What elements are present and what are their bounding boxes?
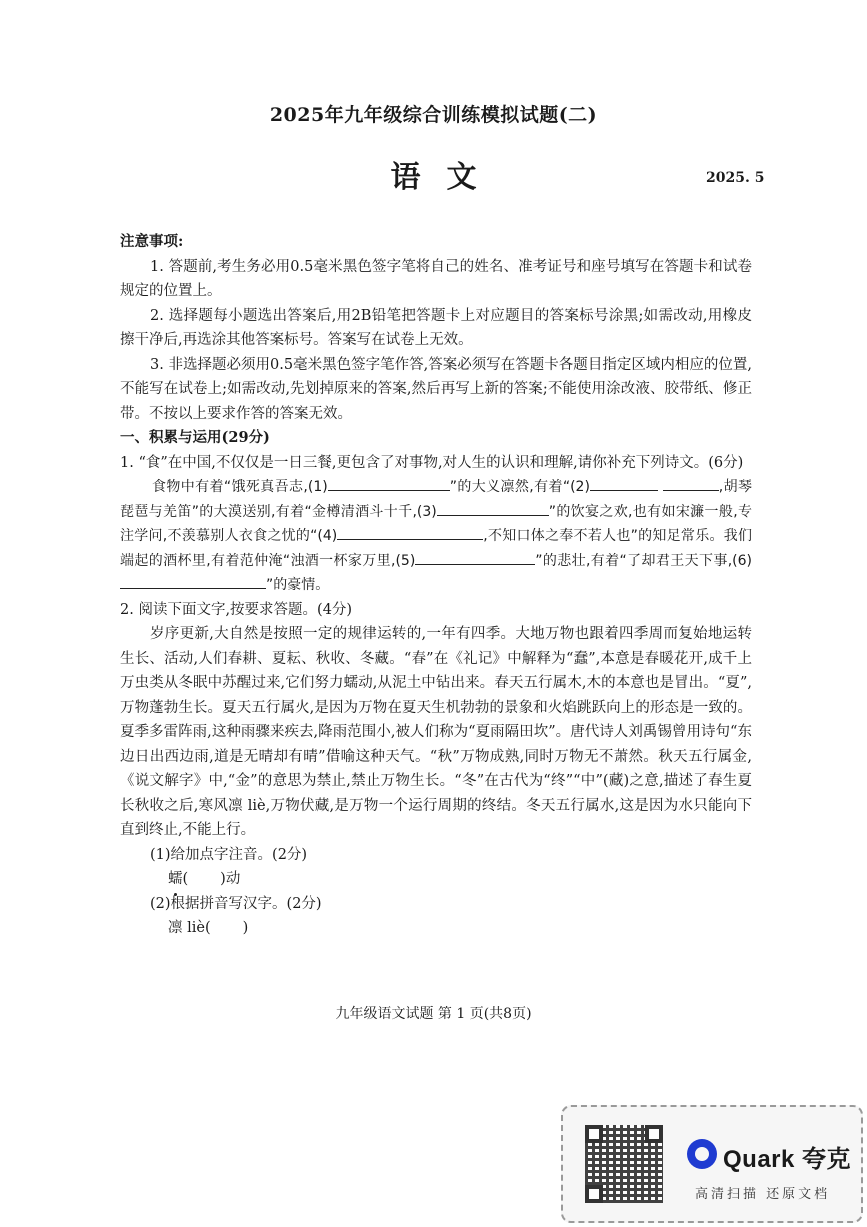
answer-blank-5[interactable] — [415, 549, 535, 565]
dotted-char: 蠕 — [168, 867, 183, 892]
poem-text: ,胡琴琵琶与羌笛”的大漠送别,有着“金樽清酒斗十千,(3) — [120, 479, 752, 520]
subject-title: 语文 — [390, 160, 503, 195]
qr-finder-icon — [585, 1185, 603, 1203]
poem-text: ”的大义凛然,有着“(2) — [449, 479, 590, 495]
quark-logo-icon — [687, 1139, 717, 1169]
question-1-stem: 1. “食”在中国,不仅仅是一日三餐,更包含了对事物,对人生的认识和理解,请你补充下列诗文。(6分) — [120, 454, 744, 471]
page-footer: 九年级语文试题 第 1 页(共8页) — [335, 1006, 532, 1022]
paren-close: ) — [242, 920, 249, 936]
pinyin-prompt: 凛 liè( — [168, 920, 211, 936]
exam-date: 2025. 5 — [706, 170, 765, 186]
answer-blank-6[interactable] — [120, 573, 266, 589]
subquestion-1-label: (1)给加点字注音。(2分) — [150, 846, 308, 863]
reading-passage: 岁序更新,大自然是按照一定的规律运转的,一年有四季。大地万物也跟着四季周而复始地运转生长、活动,人们春耕、夏耘、秋收、冬藏。“春”在《礼记》中解释为“蠢”,本意是春暖花开,成千上万虫类从冬眠中苏醒过来,它们努力蠕动,从泥土中钻出来。春天五行属木,木的本意也是冒出。“夏”,万物蓬勃生长。夏天五行属火,是因为万物在夏天生机勃勃的景象和火焰跳跃向上的形态是一致的。夏季多雷阵雨,这种雨骤来疾去,降雨范围小,被人们称为“夏雨隔田坎”。唐代诗人刘禹锡曾用诗句“东边日出西边雨,道是无晴却有晴”借喻这种天气。“秋”万物成熟,同时万物无不萧然。秋天五行属金,《说文解字》中,“金”的意思为禁止,禁止万物生长。“冬”在古代为“终”“中”(藏)之意,描述了春生夏长秋收之后,寒风凛 liè,万物伏藏,是万物一个运行周期的终结。冬天五行属水,这是因为水只能向下直到终止,不能上行。 — [120, 626, 752, 838]
section-heading: 一、积累与运用(29分) — [120, 429, 270, 446]
note-item: 3. 非选择题必须用0.5毫米黑色签字笔作答,答案必须写在答题卡各题目指定区域内相应的位置,不能写在试卷上;如需改动,先划掉原来的答案,然后再写上新的答案;不能使用涂改液、胶带纸、修正带。不按以上要求作答的答案无效。 — [120, 356, 752, 422]
answer-rest: )动 — [220, 871, 241, 887]
qr-code-icon[interactable] — [585, 1125, 663, 1203]
paren-open: ( — [182, 871, 189, 887]
question-2-stem: 2. 阅读下面文字,按要求答题。(4分) — [120, 601, 353, 618]
notes-heading: 注意事项: — [120, 233, 184, 250]
answer-blank-2b[interactable] — [663, 475, 719, 491]
brand-tagline: 高清扫描 还原文档 — [695, 1187, 831, 1202]
note-item: 2. 选择题每小题选出答案后,用2B铅笔把答题卡上对应题目的答案标号涂黑;如需改动,用橡皮擦干净后,再选涂其他答案标号。答案写在试卷上无效。 — [120, 307, 752, 348]
page-title: 2025年九年级综合训练模拟试题(二) — [269, 104, 598, 126]
answer-blank-2a[interactable] — [590, 475, 658, 491]
subquestion-1-answer — [120, 867, 752, 892]
subquestion-2-label: (2)根据拼音写汉字。(2分) — [150, 895, 322, 912]
poem-text: ”的饮宴之欢,也有如宋濂一般,专注学问,不羡慕别人衣食之忧的“(4) — [120, 503, 752, 544]
poem-text: ,不知口体之奉不若人也”的知足常乐。我们端起的酒杯里,有着范仲淹“浊酒一杯家万里,(5) — [120, 528, 752, 569]
poem-text: ”的豪情。 — [266, 577, 330, 593]
question-1-fill-in — [120, 475, 752, 598]
answer-blank-1[interactable] — [328, 475, 450, 491]
poem-text: 食物中有着“饿死真吾志,(1) — [152, 479, 328, 495]
note-item: 1. 答题前,考生务必用0.5毫米黑色签字笔将自己的姓名、准考证号和座号填写在答题卡和试卷规定的位置上。 — [120, 258, 752, 299]
answer-blank-3[interactable] — [437, 500, 549, 516]
exam-body — [120, 230, 752, 941]
subquestion-2-answer — [120, 916, 752, 941]
scanner-watermark[interactable] — [561, 1105, 863, 1223]
poem-text: ”的悲壮,有着“了却君王天下事,(6) — [535, 552, 752, 569]
brand-name: Quark 夸克 — [723, 1146, 852, 1173]
answer-blank-4[interactable] — [337, 524, 483, 540]
